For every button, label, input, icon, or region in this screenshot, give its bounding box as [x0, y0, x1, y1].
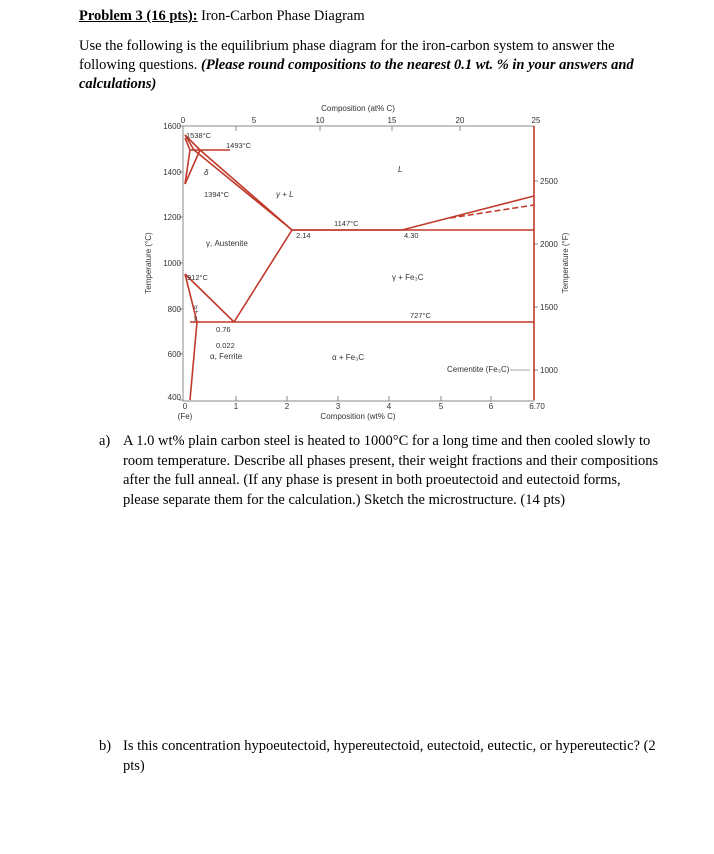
right-tick: 1500	[540, 303, 558, 312]
region-cementite: Cementite (Fe₃C)	[447, 365, 510, 374]
top-axis-title: Composition (at% C)	[321, 104, 395, 113]
left-tick: 800	[167, 305, 181, 314]
top-tick: 20	[455, 116, 465, 125]
bottom-axis-title: Composition (wt% C)	[320, 412, 396, 421]
intro-text: Use the following is the equilibrium phase diagram for the iron-carbon system to answer the following questions.	[79, 38, 615, 73]
temp-eutectic: 1147°C	[334, 219, 359, 228]
composition-labels	[216, 231, 419, 350]
bottom-tick: 1	[233, 402, 239, 411]
top-tick: 0	[180, 116, 186, 125]
comp-0-022: 0.022	[216, 341, 235, 350]
top-axis	[181, 116, 541, 125]
top-tick: 5	[251, 116, 257, 125]
phase-diagram	[140, 100, 570, 425]
ferrite-solvus	[185, 274, 197, 400]
top-tick: 25	[531, 116, 541, 125]
temp-alpha-gamma: 912°C	[187, 273, 208, 282]
question-a	[99, 432, 659, 510]
temperature-labels	[186, 131, 432, 320]
left-tick: 400	[167, 393, 181, 402]
region-alpha-small: α	[194, 305, 198, 311]
right-tick: 2000	[540, 240, 558, 249]
temp-delta-gamma: 1394°C	[204, 190, 230, 199]
left-axis	[163, 122, 181, 402]
question-b-text: Is this concentration hypoeutectoid, hypereutectoid, eutectoid, eutectic, or hypereutectic? (2 pts)	[123, 738, 656, 774]
problem-label: Problem 3 (16 pts):	[79, 8, 198, 24]
bottom-axis	[183, 402, 546, 411]
intro-paragraph	[79, 37, 649, 94]
bottom-tick: 2	[284, 402, 290, 411]
comp-4-30: 4.30	[404, 231, 419, 240]
bottom-tick: 6	[488, 402, 494, 411]
left-tick: 1400	[163, 168, 181, 177]
region-ferrite: α, Ferrite	[210, 352, 243, 361]
comp-0-76: 0.76	[216, 325, 231, 334]
fe-label: (Fe)	[177, 412, 193, 421]
intro-emphasis: (Please round compositions to the nearest 0.1 wt. % in your answers and calculations)	[79, 57, 634, 92]
temp-melting-fe: 1538°C	[186, 131, 212, 140]
bottom-tick: 0	[182, 402, 188, 411]
region-plus-small: +	[195, 310, 199, 316]
region-gamma-cementite: γ + Fe₃C	[392, 273, 424, 282]
right-axis-title: Temperature (°F)	[561, 232, 570, 294]
left-tick: 1000	[163, 259, 181, 268]
problem-title-text: Iron-Carbon Phase Diagram	[201, 8, 365, 24]
question-a-label: a)	[99, 433, 111, 449]
region-alpha-cementite: α + Fe₃C	[332, 353, 365, 362]
temp-peritectic: 1493°C	[226, 141, 252, 150]
region-gamma-liquid: γ + L	[276, 190, 294, 199]
top-tick: 10	[315, 116, 325, 125]
bottom-tick: 5	[438, 402, 444, 411]
right-tick: 1000	[540, 366, 558, 375]
temp-eutectoid: 727°C	[410, 311, 431, 320]
problem-title	[79, 8, 365, 25]
bottom-tick: 6.70	[529, 402, 545, 411]
region-austenite: γ, Austenite	[206, 239, 248, 248]
comp-2-14: 2.14	[296, 231, 311, 240]
right-tick: 2500	[540, 177, 558, 186]
left-tick: 600	[167, 350, 181, 359]
question-a-text: A 1.0 wt% plain carbon steel is heated to 1000°C for a long time and then cooled slowly to room temperature. Describe all phases present, their weight fractions and their compositions after the full anneal. (If any phase is present in both proeutectoid and eutectoid forms, please separate them for the calculation.) Sketch the microstructure. (14 pts)	[123, 433, 659, 508]
right-axis	[540, 177, 558, 375]
question-b-label: b)	[99, 738, 112, 754]
question-b	[99, 737, 659, 776]
left-tick: 1200	[163, 213, 181, 222]
bottom-tick: 4	[386, 402, 392, 411]
left-axis-title: Temperature (°C)	[144, 232, 153, 294]
region-liquid: L	[398, 165, 403, 174]
top-tick: 15	[387, 116, 397, 125]
region-labels	[194, 165, 510, 374]
left-tick: 1600	[163, 122, 181, 131]
bottom-tick: 3	[335, 402, 341, 411]
region-delta: δ	[204, 168, 209, 177]
region-gamma-small: γ	[194, 316, 197, 322]
